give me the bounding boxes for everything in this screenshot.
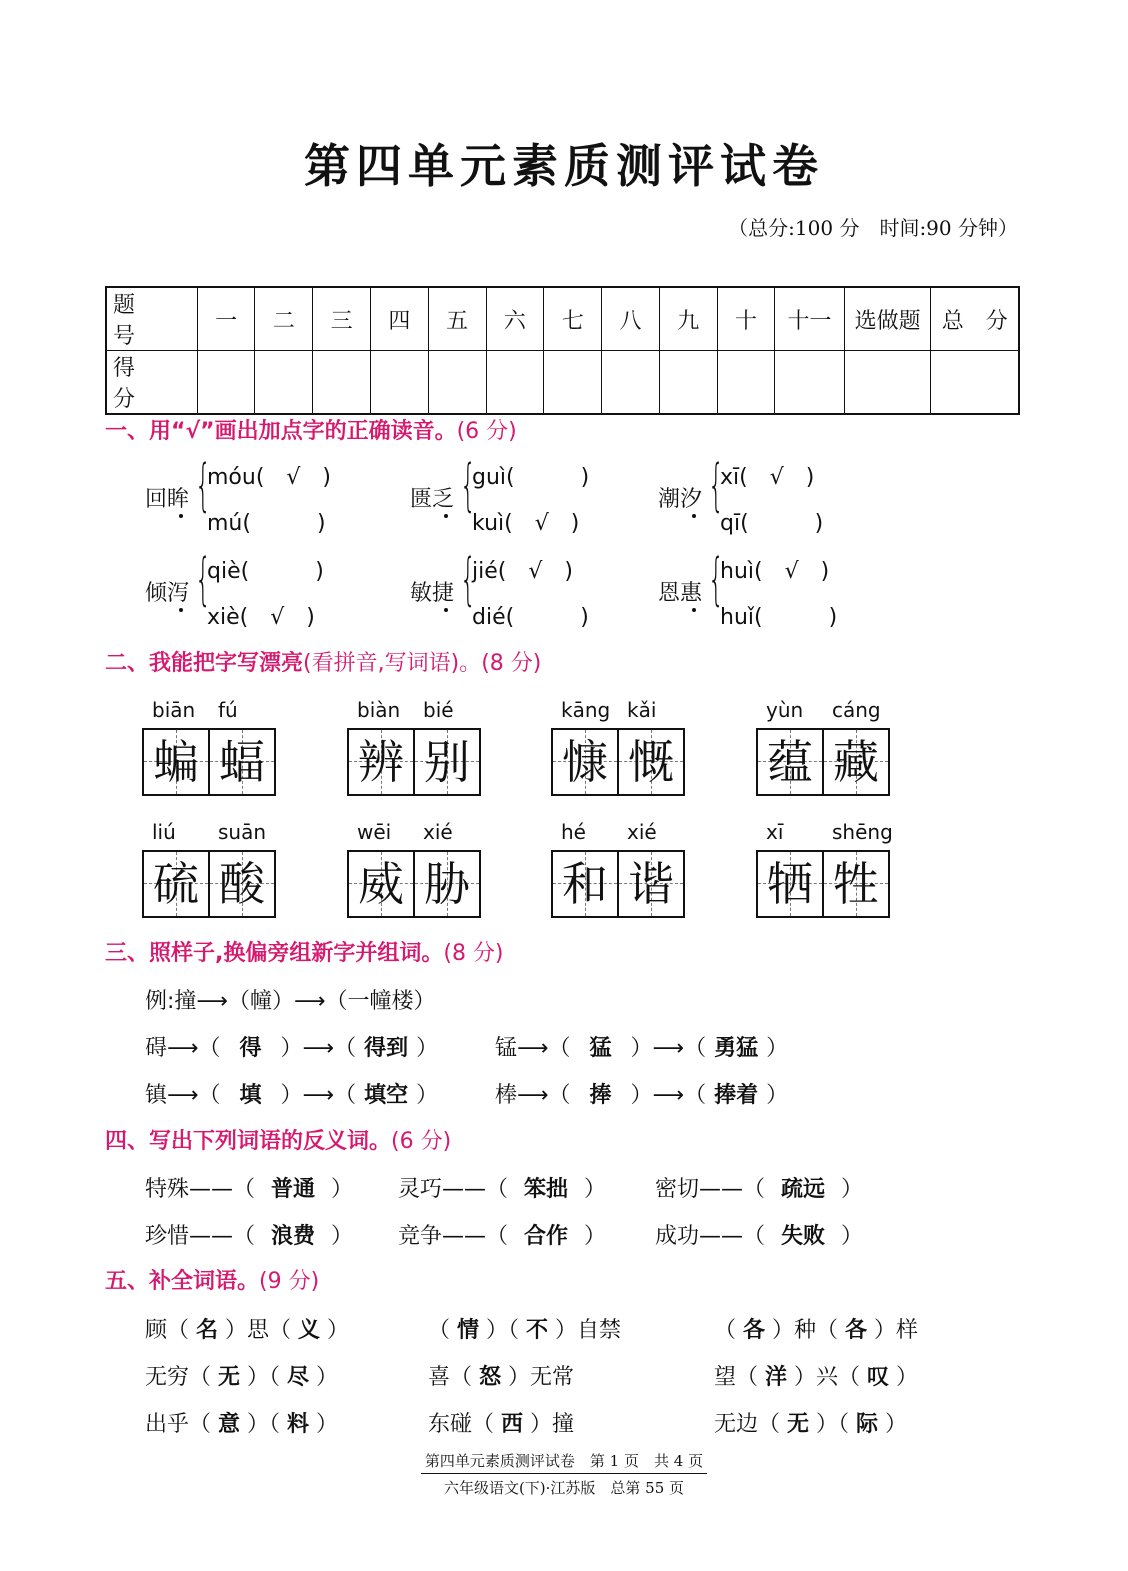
idiom-item <box>714 1360 918 1391</box>
answer-text: 普通 <box>271 1177 316 1202</box>
brace-symbol: { <box>708 547 725 612</box>
pinyin-2: cáng <box>832 698 881 722</box>
score-header-cell: 十 <box>717 287 775 351</box>
grid-character: 硫 <box>144 852 210 916</box>
grid-character: 牺 <box>758 852 824 916</box>
score-header-cell: 二 <box>255 287 313 351</box>
emphasis-dot <box>179 608 183 612</box>
pinyin-option-2: kuì( √ ) <box>472 511 580 536</box>
pinyin-choice-group <box>658 453 898 538</box>
radical-left <box>145 1031 495 1062</box>
close-paren: ） <box>331 1224 354 1249</box>
pinyin-1: wēi <box>357 820 392 844</box>
answer-text: 捧着 <box>714 1083 759 1108</box>
writing-grid <box>551 728 685 796</box>
writing-grid <box>756 728 890 796</box>
answer-text: 填空 <box>364 1083 409 1108</box>
pinyin-option-1: móu( √ ) <box>207 465 332 490</box>
score-header-row <box>106 287 1019 351</box>
grid-character: 慨 <box>628 735 674 789</box>
prompt-text: ） <box>885 1412 908 1437</box>
choice-word: 倾泻 <box>145 581 190 606</box>
emphasis-dot <box>444 514 448 518</box>
grid-character: 慷 <box>553 730 619 794</box>
grid-character: 藏 <box>833 735 879 789</box>
score-input-cell <box>486 351 544 415</box>
idiom-item <box>145 1313 349 1344</box>
pinyin-1: biàn <box>357 698 401 722</box>
answer-text: 尽 <box>287 1365 310 1390</box>
pinyin-choice-group <box>410 453 650 538</box>
score-input-cell <box>371 351 429 415</box>
footer-line-1: 第四单元素质测评试卷 第 1 页 共 4 页 <box>421 1450 707 1474</box>
footer <box>0 1450 1128 1498</box>
pinyin-option-2: qī( ) <box>720 511 824 536</box>
score-input-cell <box>544 351 602 415</box>
prompt-text: ） <box>416 1036 439 1061</box>
score-input-cell <box>313 351 371 415</box>
score-header-cell: 一 <box>197 287 255 351</box>
score-input-cell <box>602 351 660 415</box>
grid-character: 威 <box>349 852 415 916</box>
prompt-text: 碍⟶（ <box>145 1036 221 1061</box>
prompt-text: 顾（ <box>145 1318 190 1343</box>
idiom-item <box>714 1313 918 1344</box>
grid-character: 蝙 <box>144 730 210 794</box>
prompt-text: ）兴（ <box>794 1365 861 1390</box>
score-input-cell <box>197 351 255 415</box>
section-5-title: 五、补全词语。(9 分) <box>105 1269 320 1294</box>
section-4-title: 四、写出下列词语的反义词。(6 分) <box>105 1129 452 1154</box>
pinyin-option-2: mú( ) <box>207 511 326 536</box>
score-header-cell: 选做题 <box>844 287 931 351</box>
score-input-cell <box>717 351 775 415</box>
pinyin-2: xié <box>423 820 453 844</box>
score-header-cell: 三 <box>313 287 371 351</box>
prompt-text: ）（ <box>247 1412 281 1437</box>
answer-text: 笨拙 <box>524 1177 569 1202</box>
word-text: 特殊——（ <box>145 1177 256 1202</box>
score-input-cell <box>775 351 844 415</box>
prompt-text: ） <box>766 1036 789 1061</box>
pinyin-option-1: jié( √ ) <box>472 559 573 584</box>
grid-character: 蝠 <box>219 735 265 789</box>
idiom-item <box>714 1407 907 1438</box>
pinyin-choice-group <box>145 453 385 538</box>
score-header-cell: 四 <box>371 287 429 351</box>
score-row-label: 题 号 <box>106 287 197 351</box>
prompt-text: ）种（ <box>772 1318 839 1343</box>
grid-character: 谐 <box>628 857 674 911</box>
brace-symbol: { <box>460 453 477 518</box>
close-paren: ） <box>841 1224 864 1249</box>
prompt-text: 锰⟶（ <box>495 1036 571 1061</box>
pinyin-2: fú <box>218 698 238 722</box>
antonym-item <box>398 1219 606 1250</box>
idiom-item <box>145 1360 338 1391</box>
answer-text: 意 <box>218 1412 241 1437</box>
score-header-cell: 九 <box>659 287 717 351</box>
prompt-text: 望（ <box>714 1365 759 1390</box>
answer-text: 怒 <box>479 1365 502 1390</box>
grid-character: 酸 <box>219 857 265 911</box>
choice-word: 潮汐 <box>658 487 703 512</box>
prompt-text: ）（ <box>486 1318 520 1343</box>
grid-character: 蕴 <box>758 730 824 794</box>
pinyin-option-2: dié( ) <box>472 605 589 630</box>
prompt-text: ）⟶（ <box>630 1083 707 1108</box>
pinyin-option-1: qiè( ) <box>207 559 324 584</box>
pinyin-1: hé <box>561 820 586 844</box>
antonym-item <box>145 1172 353 1203</box>
score-input-cell <box>255 351 313 415</box>
pinyin-choice-group <box>410 547 650 632</box>
prompt-text: （ <box>428 1318 451 1343</box>
score-input-cell <box>844 351 931 415</box>
score-header-cell: 总 分 <box>931 287 1019 351</box>
score-header-cell: 七 <box>544 287 602 351</box>
writing-grid <box>551 850 685 918</box>
idiom-item <box>428 1313 621 1344</box>
prompt-text: 棒⟶（ <box>495 1083 571 1108</box>
answer-text: 猛 <box>589 1036 612 1061</box>
score-info: （总分:100 分 时间:90 分钟） <box>728 216 1018 240</box>
answer-text: 不 <box>526 1318 549 1343</box>
grid-character: 别 <box>424 735 470 789</box>
prompt-text: ） <box>766 1083 789 1108</box>
pinyin-1: yùn <box>766 698 804 722</box>
close-paren: ） <box>331 1177 354 1202</box>
pinyin-2: xié <box>627 820 657 844</box>
idiom-item <box>428 1360 574 1391</box>
word-text: 珍惜——（ <box>145 1224 256 1249</box>
pinyin-1: xī <box>766 820 784 844</box>
grid-character: 牲 <box>833 857 879 911</box>
prompt-text: ）撞 <box>530 1412 575 1437</box>
writing-grid <box>142 728 276 796</box>
grid-character: 和 <box>553 852 619 916</box>
answer-text: 无 <box>218 1365 241 1390</box>
prompt-text: 无穷（ <box>145 1365 212 1390</box>
prompt-text: ） <box>316 1412 339 1437</box>
answer-text: 无 <box>787 1412 810 1437</box>
prompt-text: （ <box>714 1318 737 1343</box>
writing-grid <box>347 850 481 918</box>
pinyin-2: kǎi <box>627 698 657 722</box>
section-3-title: 三、照样子,换偏旁组新字并组词。(8 分) <box>105 941 504 966</box>
writing-grid <box>347 728 481 796</box>
prompt-text: ）思（ <box>225 1318 292 1343</box>
prompt-text: ）样 <box>874 1318 919 1343</box>
brace-symbol: { <box>708 453 725 518</box>
prompt-text: 出乎（ <box>145 1412 212 1437</box>
choice-word: 恩惠 <box>658 581 703 606</box>
radical-row <box>145 1031 788 1062</box>
emphasis-dot <box>692 608 696 612</box>
writing-grid <box>142 850 276 918</box>
word-text: 竞争——（ <box>398 1224 509 1249</box>
score-row-label: 得 分 <box>106 351 197 415</box>
prompt-text: ）⟶（ <box>280 1083 357 1108</box>
brace-symbol: { <box>195 453 212 518</box>
prompt-text: ）无常 <box>508 1365 575 1390</box>
brace-symbol: { <box>195 547 212 612</box>
pinyin-1: biān <box>152 698 196 722</box>
answer-text: 各 <box>845 1318 868 1343</box>
score-value-row <box>106 351 1019 415</box>
answer-text: 合作 <box>524 1224 569 1249</box>
prompt-text: ）⟶（ <box>630 1036 707 1061</box>
score-table <box>105 286 1020 415</box>
answer-text: 名 <box>196 1318 219 1343</box>
radical-row <box>145 1078 788 1109</box>
antonym-item <box>145 1219 353 1250</box>
answer-text: 情 <box>457 1318 480 1343</box>
choice-word: 回眸 <box>145 487 190 512</box>
radical-left <box>145 1078 495 1109</box>
prompt-text: 镇⟶（ <box>145 1083 221 1108</box>
answer-text: 填 <box>239 1083 262 1108</box>
emphasis-dot <box>692 514 696 518</box>
grid-character: 辨 <box>349 730 415 794</box>
pinyin-2: shēng <box>832 820 893 844</box>
answer-text: 各 <box>743 1318 766 1343</box>
writing-grid <box>756 850 890 918</box>
brace-symbol: { <box>460 547 477 612</box>
answer-text: 得到 <box>364 1036 409 1061</box>
score-input-cell <box>428 351 486 415</box>
pinyin-choice-group <box>145 547 385 632</box>
answer-text: 料 <box>287 1412 310 1437</box>
answer-text: 失败 <box>781 1224 826 1249</box>
answer-text: 浪费 <box>271 1224 316 1249</box>
antonym-item <box>398 1172 606 1203</box>
close-paren: ） <box>841 1177 864 1202</box>
prompt-text: 东碰（ <box>428 1412 495 1437</box>
page-title: 第四单元素质测评试卷 <box>304 139 824 193</box>
prompt-text: ）⟶（ <box>280 1036 357 1061</box>
antonym-item <box>655 1219 863 1250</box>
answer-text: 勇猛 <box>714 1036 759 1061</box>
emphasis-dot <box>444 608 448 612</box>
score-header-cell: 六 <box>486 287 544 351</box>
section-2-title: 二、我能把字写漂亮(看拼音,写词语)。(8 分) <box>105 651 542 676</box>
idiom-item <box>145 1407 338 1438</box>
score-input-cell <box>931 351 1019 415</box>
word-text: 成功——（ <box>655 1224 766 1249</box>
word-text: 密切——（ <box>655 1177 766 1202</box>
close-paren: ） <box>584 1224 607 1249</box>
prompt-text: ）（ <box>816 1412 850 1437</box>
prompt-text: 无边（ <box>714 1412 781 1437</box>
pinyin-2: bié <box>423 698 454 722</box>
pinyin-option-1: guì( ) <box>472 465 590 490</box>
prompt-text: ）自禁 <box>555 1318 622 1343</box>
prompt-text: ） <box>327 1318 350 1343</box>
prompt-text: 喜（ <box>428 1365 473 1390</box>
pinyin-option-2: huǐ( ) <box>720 605 838 630</box>
prompt-text: ） <box>316 1365 339 1390</box>
pinyin-choice-group <box>658 547 898 632</box>
choice-word: 匮乏 <box>410 487 455 512</box>
pinyin-1: kāng <box>561 698 611 722</box>
answer-text: 西 <box>501 1412 524 1437</box>
pinyin-option-2: xiè( √ ) <box>207 605 315 630</box>
antonym-item <box>655 1172 863 1203</box>
choice-word: 敏捷 <box>410 581 455 606</box>
pinyin-1: liú <box>152 820 176 844</box>
answer-text: 疏远 <box>781 1177 826 1202</box>
answer-text: 叹 <box>867 1365 890 1390</box>
pinyin-2: suān <box>218 820 267 844</box>
pinyin-option-1: huì( √ ) <box>720 559 830 584</box>
close-paren: ） <box>584 1177 607 1202</box>
prompt-text: ） <box>416 1083 439 1108</box>
prompt-text: ）（ <box>247 1365 281 1390</box>
score-header-cell: 五 <box>428 287 486 351</box>
score-header-cell: 八 <box>602 287 660 351</box>
answer-text: 义 <box>298 1318 321 1343</box>
emphasis-dot <box>179 514 183 518</box>
idiom-item <box>428 1407 574 1438</box>
example-line: 例:撞⟶（幢）⟶（一幢楼） <box>145 989 436 1014</box>
section-1-title: 一、用“√”画出加点字的正确读音。(6 分) <box>105 419 517 444</box>
pinyin-option-1: xī( √ ) <box>720 465 815 490</box>
answer-text: 际 <box>856 1412 879 1437</box>
prompt-text: ） <box>896 1365 919 1390</box>
score-header-cell: 十一 <box>775 287 844 351</box>
answer-text: 捧 <box>589 1083 612 1108</box>
answer-text: 得 <box>239 1036 262 1061</box>
score-input-cell <box>659 351 717 415</box>
footer-line-2: 六年级语文(下)·江苏版 总第 55 页 <box>443 1479 685 1497</box>
answer-text: 洋 <box>765 1365 788 1390</box>
word-text: 灵巧——（ <box>398 1177 509 1202</box>
grid-character: 胁 <box>424 857 470 911</box>
